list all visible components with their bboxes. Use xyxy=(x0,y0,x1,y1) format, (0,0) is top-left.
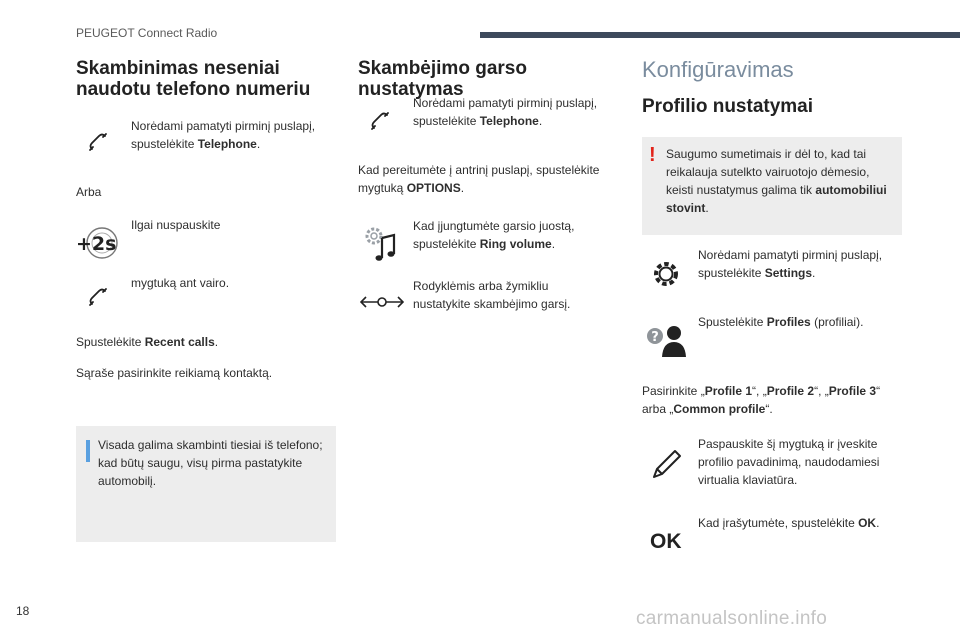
options-step: Kad pereitumėte į antrinį puslapį, spustelėkite mygtuką OPTIONS. xyxy=(358,163,600,195)
profiles-step: Spustelėkite Profiles (profiliai). xyxy=(698,315,864,329)
header-brand: PEUGEOT Connect Radio xyxy=(76,26,218,40)
help-glyph: ? xyxy=(651,330,659,345)
save-step: Kad įrašytumėte, spustelėkite OK. xyxy=(698,516,880,530)
or-text: Arba xyxy=(76,185,102,199)
phone-handset-icon xyxy=(368,109,392,133)
warning-icon: ! xyxy=(649,144,656,166)
hold-text: Ilgai nuspauskite xyxy=(131,218,221,232)
volume-slider-icon xyxy=(360,294,404,310)
step-open-telephone: Norėdami pamatyti pirminį puslapį, spustelėkite Telephone. xyxy=(131,119,316,151)
choose-profile-step: Pasirinkite „Profile 1“, „Profile 2“, „Profile 3“ arba „Common profile“. xyxy=(642,384,881,416)
profile-help-icon xyxy=(644,324,688,358)
phone-handset-icon xyxy=(86,285,110,309)
gear-music-icon xyxy=(362,224,402,264)
pencil-icon xyxy=(650,447,684,481)
watermark: carmanualsonline.info xyxy=(636,608,828,629)
slider-step: Rodyklėmis arba žymikliu nustatykite skambėjimo garsį. xyxy=(413,279,571,311)
wheel-button-text: mygtuką ant vairo. xyxy=(131,276,230,290)
gear-icon xyxy=(650,258,682,290)
header-bar xyxy=(480,32,960,38)
section-title-recent-calls: Skambinimas neseniai naudotu telefono numeriu xyxy=(76,58,311,100)
ok-icon: OK xyxy=(650,530,682,553)
press-hold-icon xyxy=(76,226,122,260)
step-open-telephone-2: Norėdami pamatyti pirminį puslapį, spustelėkite Telephone. xyxy=(413,96,598,128)
section-title-ring-volume: Skambėjimo garso nustatymas xyxy=(358,58,527,100)
page-title: Konfigūravimas xyxy=(642,57,794,82)
info-note: Visada galima skambinti tiesiai iš telefono; kad būtų saugu, visų pirma pastatykite automobilį. xyxy=(76,426,336,542)
hold-badge: +2s xyxy=(76,233,117,255)
edit-profile-step: Paspauskite šį mygtuką ir įveskite profilio pavadinimą, naudodamiesi virtualia klaviatūra. xyxy=(698,437,880,487)
warning-note: ! Saugumo sumetimais ir dėl to, kad tai reikalauja sutelkto vairuotojo dėmesio, keisti nustatymus galima tik automobiliui stovint. xyxy=(642,137,902,235)
select-contact-text: Sąraše pasirinkite reikiamą kontaktą. xyxy=(76,366,273,380)
ring-volume-step: Kad įjungtumėte garsio juostą, spustelėkite Ring volume. xyxy=(413,219,575,251)
step-open-settings: Norėdami pamatyti pirminį puslapį, spustelėkite Settings. xyxy=(698,248,883,280)
music-note-icon xyxy=(376,235,395,261)
gear-icon xyxy=(367,229,381,243)
recent-calls-step: Spustelėkite Recent calls. xyxy=(76,335,219,349)
page-number: 18 xyxy=(16,604,30,618)
phone-handset-icon xyxy=(86,130,110,154)
info-bar xyxy=(86,440,90,462)
section-title-profiles: Profilio nustatymai xyxy=(642,96,814,117)
